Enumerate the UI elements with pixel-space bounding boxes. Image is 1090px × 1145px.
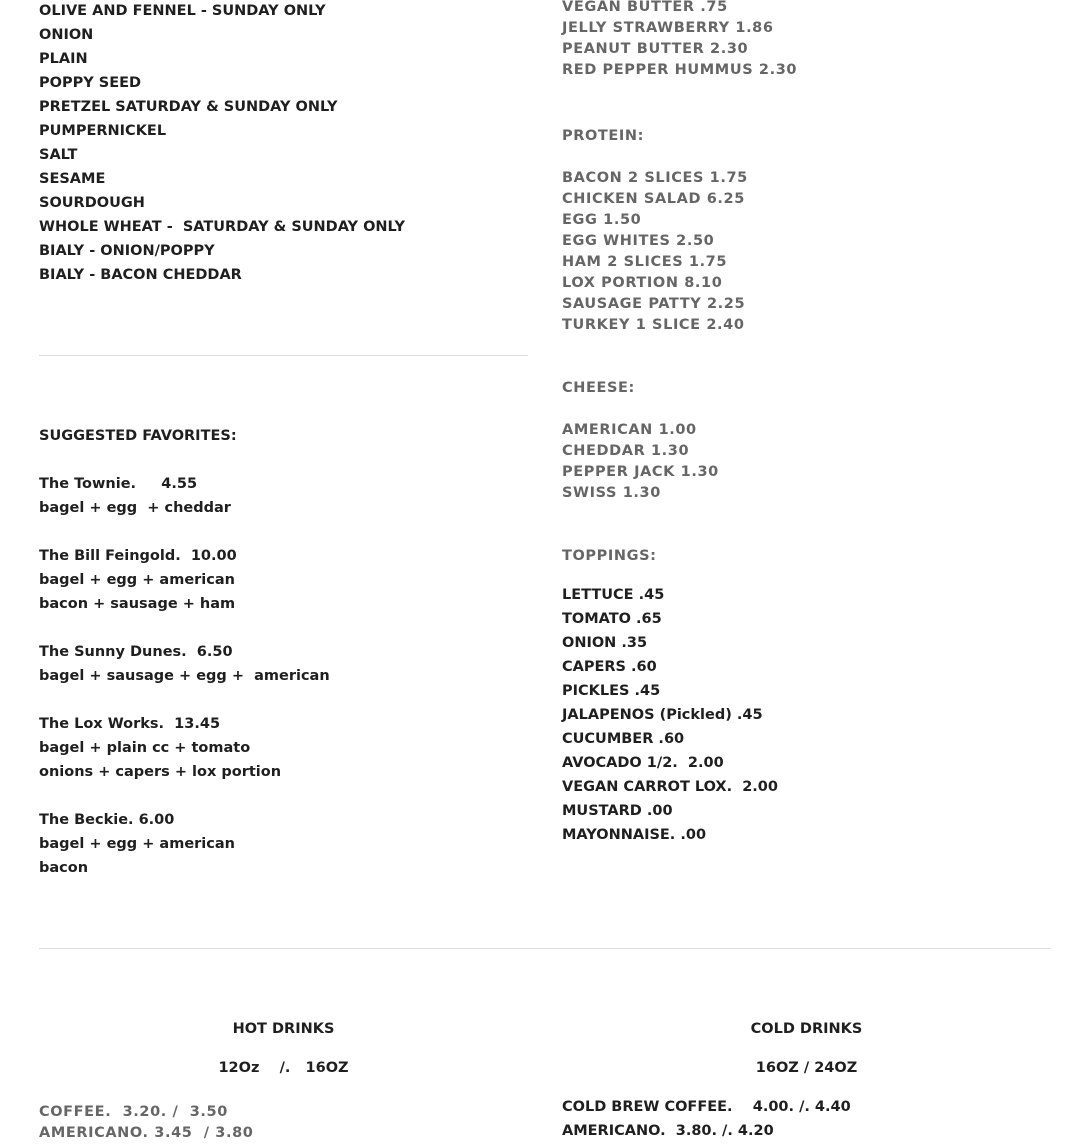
topping-item: PICKLES .45 bbox=[562, 683, 661, 699]
bagel-item: OLIVE AND FENNEL - SUNDAY ONLY bbox=[39, 3, 326, 19]
spread-item: JELLY STRAWBERRY 1.86 bbox=[562, 20, 774, 36]
topping-item: CAPERS .60 bbox=[562, 659, 657, 675]
toppings-title: TOPPINGS: bbox=[562, 548, 657, 564]
bagel-item: BIALY - BACON CHEDDAR bbox=[39, 267, 242, 283]
hot-drinks-sizes: 12Oz /. 16OZ bbox=[218, 1060, 349, 1076]
cold-drinks-list bbox=[562, 1095, 1052, 1143]
cold-drink-item: AMERICANO. 3.80. /. 4.20 bbox=[562, 1123, 774, 1139]
bagel-item: SESAME bbox=[39, 171, 106, 187]
bagel-item: PLAIN bbox=[39, 51, 88, 67]
bagel-item: PUMPERNICKEL bbox=[39, 123, 167, 139]
cheese-item: SWISS 1.30 bbox=[562, 485, 661, 501]
bagel-item: SALT bbox=[39, 147, 78, 163]
bagel-list bbox=[39, 0, 529, 287]
protein-section bbox=[562, 126, 1052, 336]
favorite-desc: bagel + egg + cheddar bbox=[39, 500, 231, 516]
bagel-item: WHOLE WHEAT - SATURDAY & SUNDAY ONLY bbox=[39, 219, 406, 235]
hot-drinks-title: HOT DRINKS bbox=[232, 1021, 335, 1037]
favorite-desc: bacon bbox=[39, 860, 89, 876]
cheese-item: PEPPER JACK 1.30 bbox=[562, 464, 719, 480]
divider bbox=[39, 355, 528, 356]
favorite-name: The Bill Feingold. 10.00 bbox=[39, 548, 237, 564]
hot-drink-item: AMERICANO. 3.45 / 3.80 bbox=[39, 1125, 254, 1141]
spread-item: PEANUT BUTTER 2.30 bbox=[562, 41, 749, 57]
bagel-item: SOURDOUGH bbox=[39, 195, 145, 211]
spread-item: VEGAN BUTTER .75 bbox=[562, 0, 728, 15]
topping-item: ONION .35 bbox=[562, 635, 648, 651]
topping-item: AVOCADO 1/2. 2.00 bbox=[562, 755, 724, 771]
suggested-favorites bbox=[39, 424, 529, 880]
topping-item: JALAPENOS (Pickled) .45 bbox=[562, 707, 763, 723]
protein-title: PROTEIN: bbox=[562, 128, 645, 144]
hot-drinks-list bbox=[39, 1102, 529, 1144]
protein-item: TURKEY 1 SLICE 2.40 bbox=[562, 317, 745, 333]
bagel-item: ONION bbox=[39, 27, 94, 43]
topping-item: CUCUMBER .60 bbox=[562, 731, 685, 747]
bagel-item: BIALY - ONION/POPPY bbox=[39, 243, 215, 259]
bagel-item: PRETZEL SATURDAY & SUNDAY ONLY bbox=[39, 99, 338, 115]
cheese-title: CHEESE: bbox=[562, 380, 635, 396]
topping-item: MAYONNAISE. .00 bbox=[562, 827, 707, 843]
hot-drink-item: COFFEE. 3.20. / 3.50 bbox=[39, 1104, 228, 1120]
protein-item: HAM 2 SLICES 1.75 bbox=[562, 254, 728, 270]
favorite-desc: bagel + egg + american bbox=[39, 836, 235, 852]
protein-item: BACON 2 SLICES 1.75 bbox=[562, 170, 748, 186]
favorite-desc: bagel + sausage + egg + american bbox=[39, 668, 330, 684]
topping-item: MUSTARD .00 bbox=[562, 803, 673, 819]
cold-drink-item: COLD BREW COFFEE. 4.00. /. 4.40 bbox=[562, 1099, 851, 1115]
topping-item: TOMATO .65 bbox=[562, 611, 662, 627]
cold-drinks-title: COLD DRINKS bbox=[750, 1021, 863, 1037]
toppings-list bbox=[562, 583, 1052, 847]
favorite-desc: bagel + plain cc + tomato bbox=[39, 740, 251, 756]
cheese-item: AMERICAN 1.00 bbox=[562, 422, 697, 438]
favorite-name: The Lox Works. 13.45 bbox=[39, 716, 221, 732]
bagel-item: POPPY SEED bbox=[39, 75, 142, 91]
favorite-name: The Beckie. 6.00 bbox=[39, 812, 175, 828]
spreads-list bbox=[562, 0, 1052, 81]
protein-item: CHICKEN SALAD 6.25 bbox=[562, 191, 745, 207]
cheese-section bbox=[562, 378, 1052, 504]
cold-drinks-sizes: 16OZ / 24OZ bbox=[755, 1060, 858, 1076]
cheese-item: CHEDDAR 1.30 bbox=[562, 443, 690, 459]
topping-item: LETTUCE .45 bbox=[562, 587, 665, 603]
favorite-name: The Sunny Dunes. 6.50 bbox=[39, 644, 233, 660]
protein-item: SAUSAGE PATTY 2.25 bbox=[562, 296, 746, 312]
protein-item: EGG 1.50 bbox=[562, 212, 642, 228]
protein-item: LOX PORTION 8.10 bbox=[562, 275, 723, 291]
favorite-name: The Townie. 4.55 bbox=[39, 476, 198, 492]
spread-item: RED PEPPER HUMMUS 2.30 bbox=[562, 62, 798, 78]
favorite-desc: onions + capers + lox portion bbox=[39, 764, 282, 780]
favorites-title: SUGGESTED FAVORITES: bbox=[39, 428, 237, 444]
favorite-desc: bacon + sausage + ham bbox=[39, 596, 236, 612]
divider bbox=[39, 948, 1051, 949]
protein-item: EGG WHITES 2.50 bbox=[562, 233, 715, 249]
topping-item: VEGAN CARROT LOX. 2.00 bbox=[562, 779, 778, 795]
favorite-desc: bagel + egg + american bbox=[39, 572, 235, 588]
